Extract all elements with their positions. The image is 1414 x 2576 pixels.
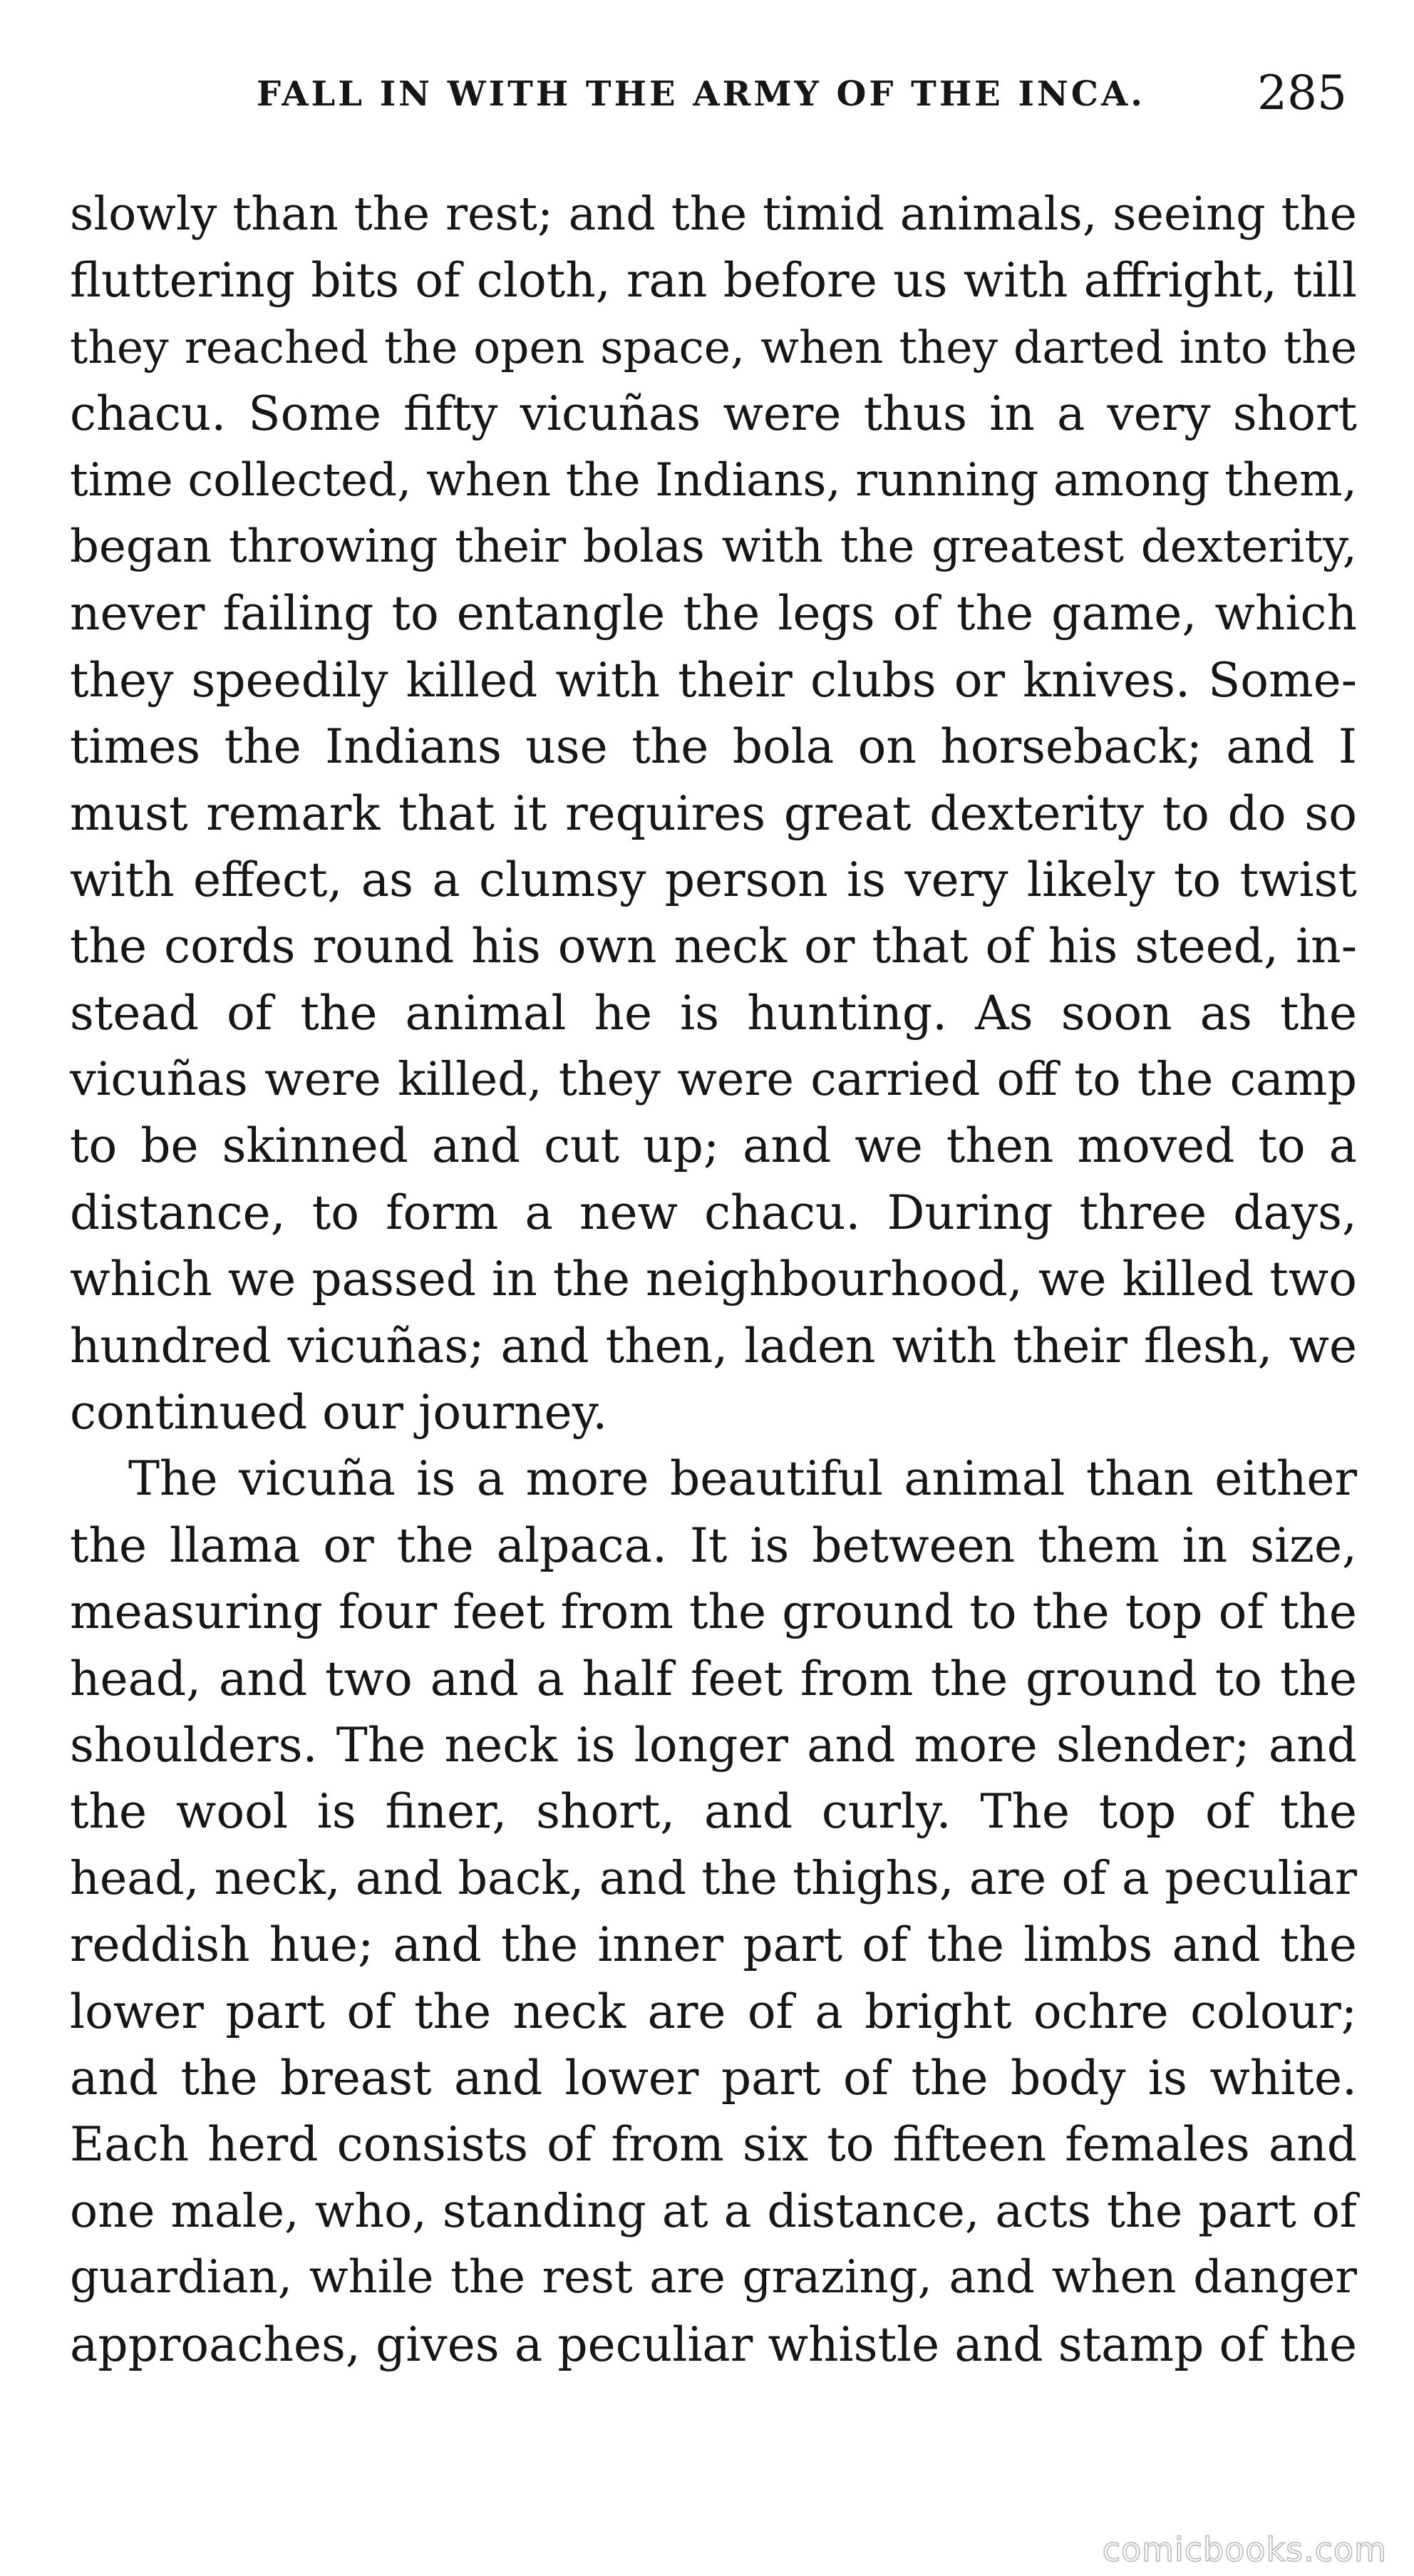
page-header — [257, 66, 1368, 130]
text-line: stead of the animal he is hunting. As soon as the — [70, 985, 1357, 1041]
text-line: slowly than the rest; and the timid animals, seeing the — [70, 187, 1357, 241]
text-line: lower part of the neck are of a bright ochre colour; — [70, 1984, 1357, 2039]
text-line: hundred vicuñas; and then, laden with their flesh, we — [70, 1318, 1357, 1374]
text-line: and the breast and lower part of the body is white. — [70, 2050, 1357, 2106]
watermark: comicbooks.com — [1102, 2530, 1387, 2569]
text-line: time collected, when the Indians, running among them, — [70, 453, 1357, 507]
text-line: chacu. Some fifty vicuñas were thus in a very short — [70, 386, 1357, 442]
text-line: approaches, gives a peculiar whistle and stamp of the — [70, 2317, 1357, 2372]
body-text — [70, 181, 1357, 2378]
text-line: they speedily killed with their clubs or knives. Some- — [70, 652, 1357, 708]
text-line: with effect, as a clumsy person is very likely to twist — [70, 852, 1357, 907]
running-head: FALL IN WITH THE ARMY OF THE INCA. — [257, 74, 1145, 114]
text-line: The vicuña is a more beautiful animal than either — [128, 1451, 1357, 1507]
text-line: which we passed in the neighbourhood, we killed two — [70, 1252, 1357, 1307]
text-line: distance, to form a new chacu. During three days, — [70, 1185, 1357, 1240]
text-line: began throwing their bolas with the greatest dexterity, — [70, 520, 1357, 573]
text-line: continued our journey. — [70, 1385, 608, 1441]
text-line: head, and two and a half feet from the ground to the — [70, 1651, 1357, 1706]
text-line: measuring four feet from the ground to the top of the — [70, 1585, 1357, 1640]
text-line: to be skinned and cut up; and we then moved to a — [70, 1118, 1357, 1174]
text-line: they reached the open space, when they darted into the — [70, 321, 1357, 373]
text-line: times the Indians use the bola on horseback; and I — [70, 719, 1357, 775]
text-line: guardian, while the rest are grazing, and when danger — [70, 2251, 1357, 2304]
text-line: the llama or the alpaca. It is between them in size, — [70, 1518, 1357, 1573]
text-line: vicuñas were killed, they were carried off to the camp — [70, 1053, 1357, 1107]
page-number: 285 — [1257, 66, 1347, 120]
text-line: one male, who, standing at a distance, acts the part of — [70, 2184, 1357, 2238]
text-line: fluttering bits of cloth, ran before us with affright, till — [70, 253, 1357, 309]
paragraph-1 — [70, 181, 1357, 1446]
text-line: reddish hue; and the inner part of the limbs and the — [70, 1917, 1357, 1973]
text-line: Each herd consists of from six to fifteen females and — [70, 2117, 1357, 2173]
text-line: the cords round his own neck or that of his steed, in- — [70, 919, 1357, 974]
text-line: shoulders. The neck is longer and more slender; and — [70, 1717, 1357, 1773]
text-line: must remark that it requires great dexterity to do so — [70, 785, 1357, 841]
paragraph-2 — [70, 1446, 1357, 2377]
text-line: never failing to entangle the legs of the game, which — [70, 586, 1357, 642]
text-line: head, neck, and back, and the thighs, are of a peculiar — [70, 1851, 1357, 1905]
text-line: the wool is finer, short, and curly. The top of the — [70, 1784, 1357, 1840]
